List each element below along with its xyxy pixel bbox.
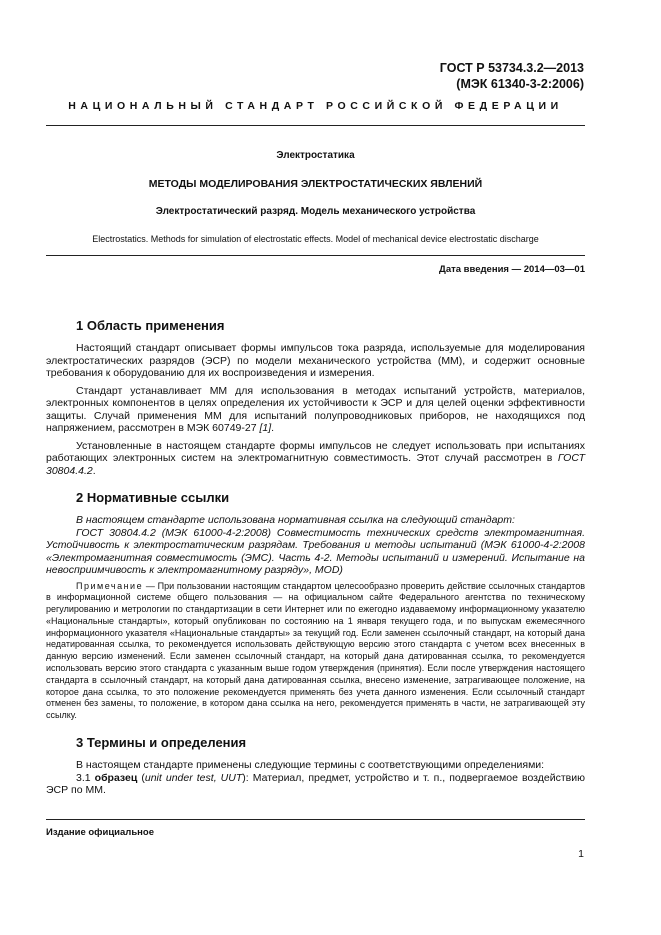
title-english: Electrostatics. Methods for simulation of electrostatic effects. Model of mechanical device electrostatic discharge [92, 234, 539, 244]
title-main: МЕТОДЫ МОДЕЛИРОВАНИЯ ЭЛЕКТРОСТАТИЧЕСКИХ ЯВЛЕНИЙ [148, 178, 483, 190]
title-sub: Электростатический разряд. Модель механического устройства [155, 206, 476, 217]
official-edition-label: Издание официальное [46, 827, 154, 838]
section-3-intro: В настоящем стандарте применены следующие термины с соответствующими определениями: [76, 759, 545, 772]
term-definition: 3.1 образец (unit under test, UUT): Материал, предмет, устройство и т. п., подвергаемое воздействию ЭСР по ММ. [46, 771, 585, 797]
iec-number: (МЭК 61340-3-2:2006) [456, 77, 584, 91]
section-1-paragraph: Установленные в настоящем стандарте формы импульсов не следует использовать при испытаниях работающих электронных систем на электромагнитную совместимость. Этот случай рассмотрен в ГОСТ 30804.4.2. [46, 439, 585, 477]
title-topic: Электростатика [276, 150, 355, 161]
national-standard-banner: НАЦИОНАЛЬНЫЙ СТАНДАРТ РОССИЙСКОЙ ФЕДЕРАЦИИ [68, 100, 563, 112]
footer-rule [46, 819, 585, 820]
term: образец [94, 771, 138, 784]
section-1-paragraph: Стандарт устанавливает ММ для использования в методах испытаний устройств, материалов, электронных компонентов в целях определения их устойчивости к ЭСР и для целей оценки эффективности защиты. Случай применения ММ для испытаний полупроводниковых приборов, не находящихся под напряжением, рассмотрен в МЭК 60749-27 [1]. [46, 384, 585, 434]
introduction-date: Дата введения — 2014—03—01 [439, 264, 585, 275]
section-2-note: Примечание — При пользовании настоящим стандартом целесообразно проверить действие ссылочных стандартов в информационной системе общего пользования — на официальном сайте Федерального агентства по техническому регулированию и метрологии по стандартизации в сети Интернет или по ежегодно издаваемому информационному указателю «Национальные стандарты», который опубликован по состоянию на 1 января текущего года, и по выпускам ежемесячного информационного указателя «Национальные стандарты» за текущий год. Если заменен ссылочный стандарт, на который дана недатированная ссылка, то рекомендуется использовать действующую версию этого стандарта с учетом всех внесенных в данную версию изменений. Если заменен ссылочный стандарт, на который дана датированная ссылка, то рекомендуется использовать версию этого стандарта с указанным выше годом утверждения (принятия). Если после утверждения настоящего стандарта в ссылочный стандарт, на который дана датированная ссылка, внесено изменение, затрагивающее положение, на которое дана ссылка, то это положение рекомендуется применять без учета данного изменения. Если ссылочный стандарт отменен без замены, то положение, в котором дана ссылка на него, рекомендуется применять в части, не затрагивающей эту ссылку. [46, 580, 585, 721]
header-rule [46, 125, 585, 126]
term-english: unit under test, UUT [144, 771, 243, 784]
section-2-heading: 2 Нормативные ссылки [76, 490, 230, 505]
section-1-heading: 1 Область применения [76, 318, 225, 333]
section-1-paragraph: Настоящий стандарт описывает формы импульсов тока разряда, используемые для моделирования электростатических разрядов (ЭСР) по модели механического устройства (ММ), и содержит основные требования к оборудованию для их воспроизведения и измерения. [46, 342, 585, 379]
section-2-intro: В настоящем стандарте использована нормативная ссылка на следующий стандарт: [76, 514, 515, 526]
normative-reference: ГОСТ 30804.4.2 (МЭК 61000-4-2:2008) Совместимость технических средств электромагнитная. Устойчивость к электростатическим разрядам. Требования и методы испытаний (МЭК 61000-4-2:2008 «Электромагнитная совместимость (ЭМС). Часть 4-2. Методы испытаний и измерений. Испытание на невосприимчивость к электромагнитному разряду», MOD) [46, 526, 585, 576]
standard-designation [440, 60, 584, 92]
page-number: 1 [578, 848, 584, 860]
section-3-heading: 3 Термины и определения [76, 735, 247, 751]
gost-number: ГОСТ Р 53734.3.2—2013 [439, 61, 584, 75]
note-label: Примечание [76, 580, 144, 591]
document-body [46, 318, 585, 802]
standard-ref: ГОСТ 30804.4.2 [46, 452, 585, 477]
title-rule [46, 255, 585, 256]
bibliography-ref: [1] [259, 422, 272, 434]
